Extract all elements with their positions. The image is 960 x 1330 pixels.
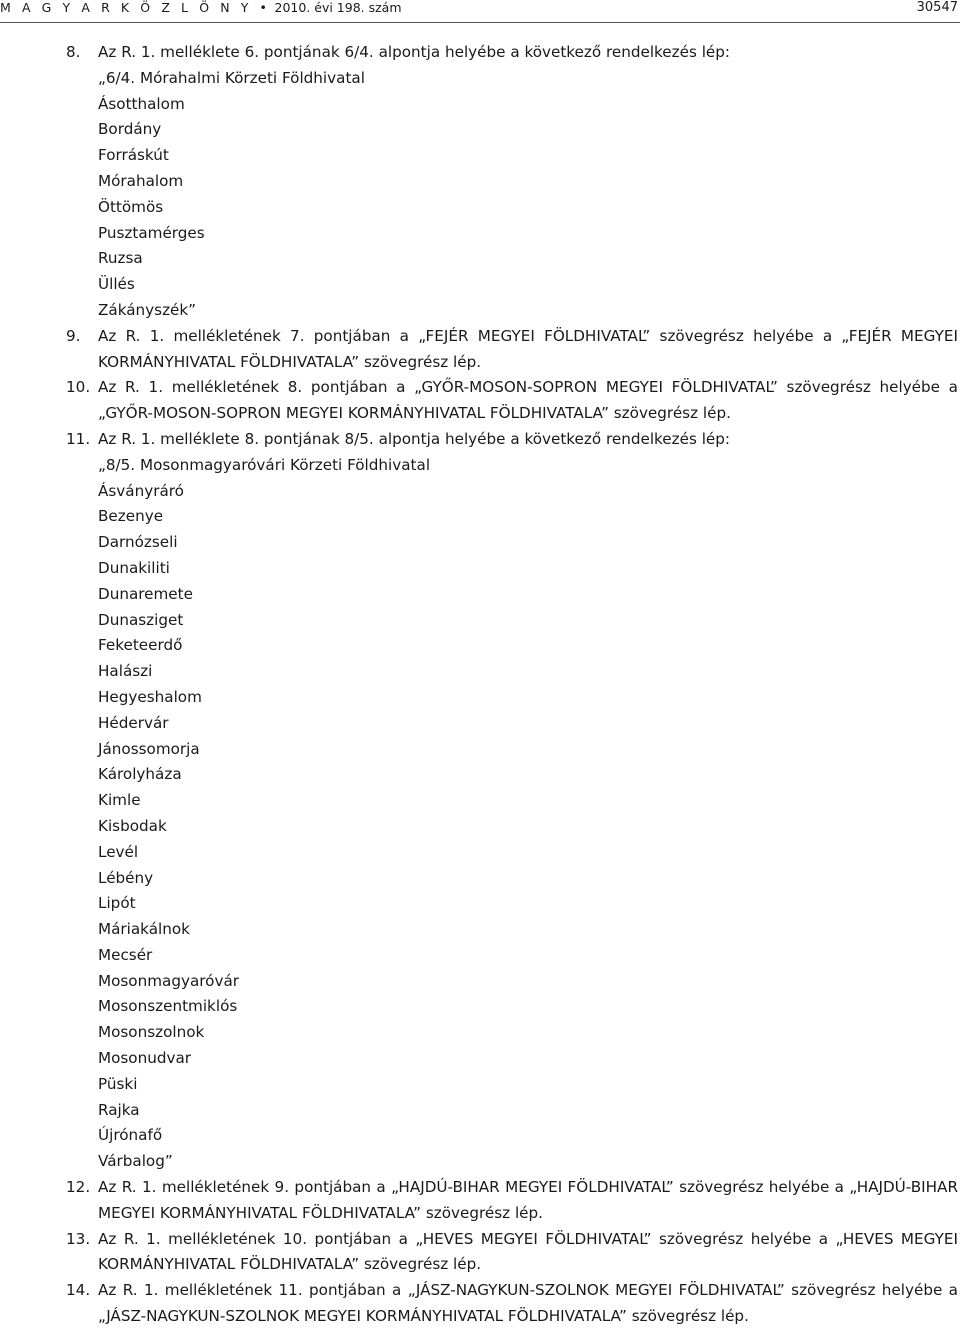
list-8-5 bbox=[0, 453, 958, 1175]
list-item: Károlyháza bbox=[98, 765, 182, 784]
list-item: Hédervár bbox=[98, 713, 169, 732]
list-item: Zákányszék” bbox=[98, 300, 197, 319]
list-item: Dunaremete bbox=[98, 584, 193, 603]
document-body bbox=[0, 40, 958, 1330]
list-heading: „8/5. Mosonmagyaróvári Körzeti Földhivatal bbox=[98, 455, 431, 474]
list-6-4 bbox=[0, 66, 958, 324]
list-item: Ásványráró bbox=[98, 481, 184, 500]
list-item: Mosonszentmiklós bbox=[98, 997, 238, 1016]
list-item: Jánossomorja bbox=[98, 739, 200, 758]
item-14 bbox=[0, 1278, 958, 1330]
page-header bbox=[0, 0, 960, 20]
list-item: Bezenye bbox=[98, 507, 164, 526]
item-number: 10. bbox=[66, 378, 91, 397]
list-item: Hegyeshalom bbox=[98, 687, 202, 706]
list-item: Mórahalom bbox=[98, 171, 184, 190]
list-item: Ásotthalom bbox=[98, 94, 185, 113]
list-item: Levél bbox=[98, 842, 139, 861]
item-text: Az R. 1. mellékletének 9. pontjában a „HAJDÚ-BIHAR MEGYEI FÖLDHIVATAL” szövegrész helyébe a „HAJDÚ-BIHAR MEGYEI KORMÁNYHIVATAL FÖLDHIVATALA” szövegrész lép. bbox=[98, 1178, 958, 1222]
list-item: Várbalog” bbox=[98, 1152, 173, 1171]
list-item: Ruzsa bbox=[98, 249, 143, 268]
item-number: 9. bbox=[66, 326, 81, 345]
list-item: Püski bbox=[98, 1074, 138, 1093]
item-text: Az R. 1. mellékletének 8. pontjában a „GYŐR-MOSON-SOPRON MEGYEI FÖLDHIVATAL” szövegrész helyébe a „GYŐR-MOSON-SOPRON MEGYEI KORMÁNYHIVATAL FÖLDHIVATALA” szövegrész lép. bbox=[98, 378, 958, 423]
item-number: 14. bbox=[66, 1281, 91, 1300]
item-text: Az R. 1. melléklete 6. pontjának 6/4. alpontja helyébe a következő rendelkezés lép: bbox=[98, 43, 731, 61]
item-text: Az R. 1. mellékletének 11. pontjában a „JÁSZ-NAGYKUN-SZOLNOK MEGYEI FÖLDHIVATAL” szövegrész helyébe a „JÁSZ-NAGYKUN-SZOLNOK MEGYEI KORMÁNYHIVATAL FÖLDHIVATALA” szövegrész lép. bbox=[98, 1281, 958, 1326]
list-item: Mecsér bbox=[98, 945, 153, 964]
item-number: 8. bbox=[66, 43, 81, 61]
list-item: Halászi bbox=[98, 662, 153, 681]
list-item: Pusztamérges bbox=[98, 223, 205, 242]
list-item: Öttömös bbox=[98, 197, 164, 216]
list-item: Rajka bbox=[98, 1100, 140, 1119]
item-10 bbox=[0, 375, 958, 427]
list-item: Dunasziget bbox=[98, 610, 184, 629]
issue-label: 2010. évi 198. szám bbox=[274, 0, 402, 15]
list-item: Mosonudvar bbox=[98, 1049, 192, 1068]
list-item: Kimle bbox=[98, 791, 141, 810]
list-item: Dunakiliti bbox=[98, 558, 170, 577]
list-item: Darnózseli bbox=[98, 533, 178, 552]
item-number: 13. bbox=[66, 1229, 91, 1248]
list-item: Forráskút bbox=[98, 146, 169, 165]
item-text: Az R. 1. mellékletének 10. pontjában a „HEVES MEGYEI FÖLDHIVATAL” szövegrész helyébe a „HEVES MEGYEI KORMÁNYHIVATAL FÖLDHIVATALA” szövegrész lép. bbox=[98, 1229, 958, 1274]
list-item: Üllés bbox=[98, 275, 135, 294]
list-item: Máriakálnok bbox=[98, 920, 190, 939]
journal-name: M A G Y A R K Ö Z L Ö N Y bbox=[0, 0, 252, 15]
item-text: Az R. 1. melléklete 8. pontjának 8/5. alpontja helyébe a következő rendelkezés lép: bbox=[98, 429, 731, 448]
header-bullet: • bbox=[259, 0, 267, 15]
list-item: Mosonmagyaróvár bbox=[98, 971, 240, 990]
header-divider bbox=[0, 22, 960, 23]
item-number: 11. bbox=[66, 429, 91, 448]
list-item: Lébény bbox=[98, 868, 154, 887]
page-number: 30547 bbox=[916, 0, 958, 15]
list-heading: „6/4. Mórahalmi Körzeti Földhivatal bbox=[98, 68, 365, 87]
item-text: Az R. 1. mellékletének 7. pontjában a „FEJÉR MEGYEI FÖLDHIVATAL” szövegrész helyébe a „FEJÉR MEGYEI KORMÁNYHIVATAL FÖLDHIVATALA” szövegrész lép. bbox=[98, 326, 958, 371]
list-item: Mosonszolnok bbox=[98, 1023, 205, 1042]
item-9 bbox=[0, 324, 958, 376]
item-11 bbox=[0, 427, 958, 453]
item-13 bbox=[0, 1227, 958, 1279]
list-item: Lipót bbox=[98, 894, 136, 913]
list-item: Bordány bbox=[98, 120, 162, 139]
list-item: Újrónafő bbox=[98, 1126, 163, 1145]
item-number: 12. bbox=[66, 1178, 91, 1197]
item-8 bbox=[0, 40, 958, 66]
journal-title bbox=[0, 0, 402, 15]
list-item: Feketeerdő bbox=[98, 636, 183, 655]
list-item: Kisbodak bbox=[98, 816, 167, 835]
item-12 bbox=[0, 1175, 958, 1227]
